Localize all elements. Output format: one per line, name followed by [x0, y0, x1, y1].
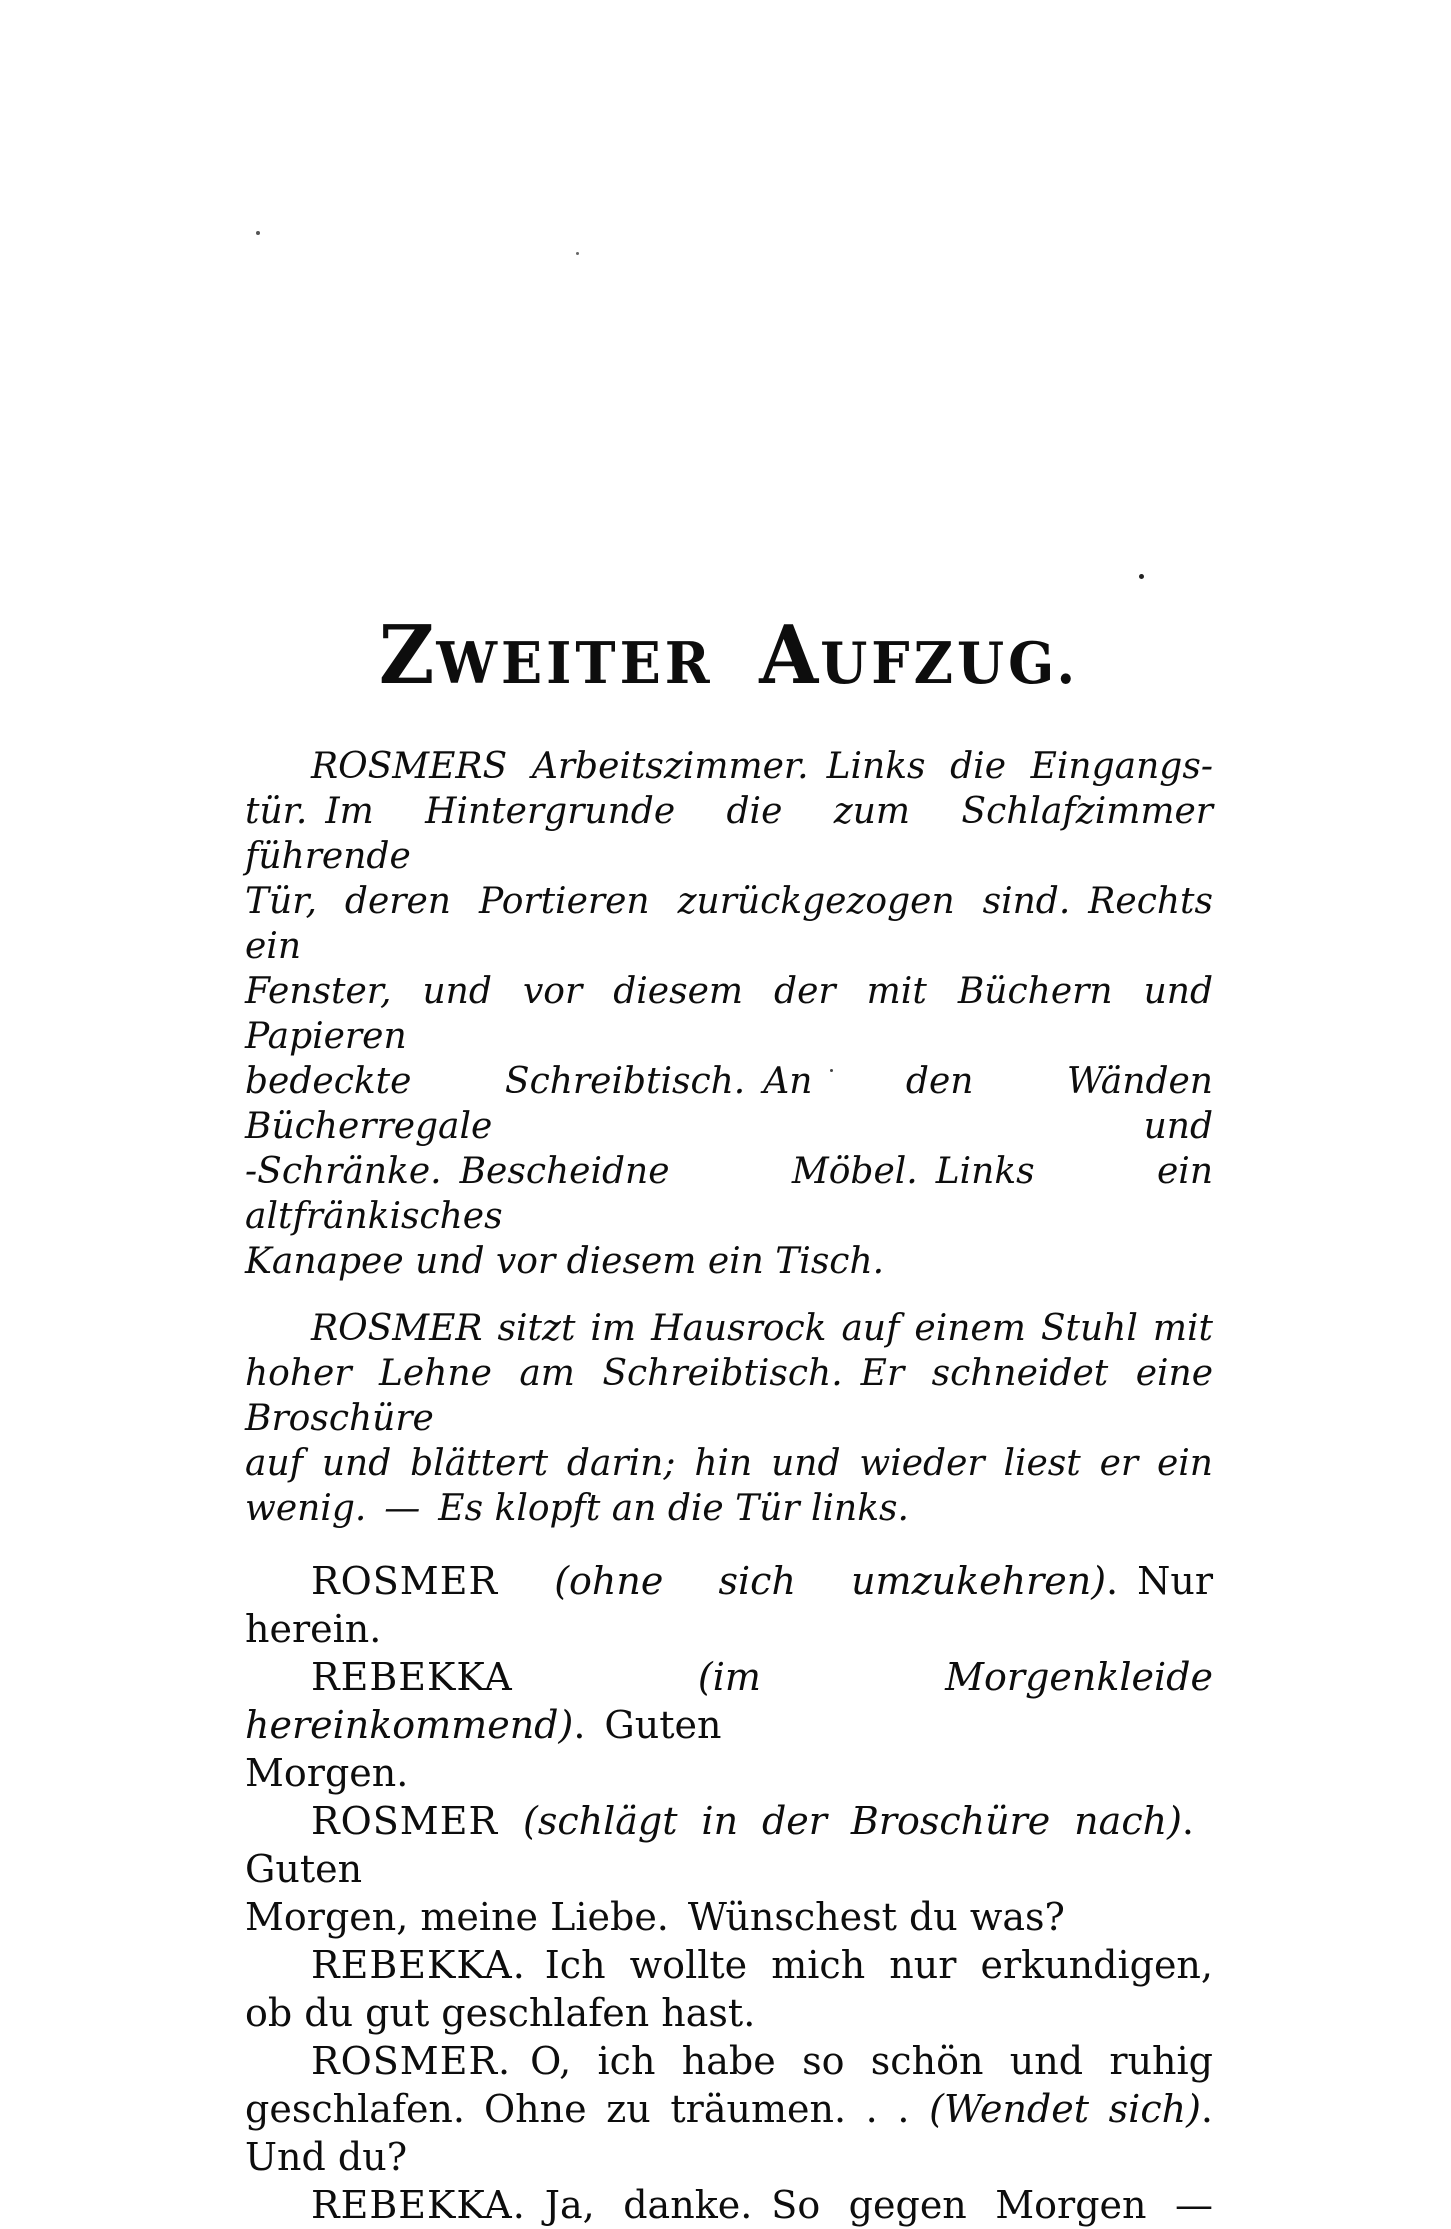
speaker-name: ROSMER — [311, 1799, 523, 1843]
dialogue-text: ob du gut geschlafen hast. — [245, 1991, 756, 2035]
text-line — [245, 2133, 1213, 2181]
text-line — [245, 744, 1213, 789]
stage-direction-setting — [245, 744, 1213, 1284]
dialogue-text: Morgen, meine Liebe. Wünschest du was? — [245, 1895, 1065, 1939]
dialogue-text: . Guten — [573, 1703, 722, 1747]
text-line — [245, 969, 1213, 1059]
dialogue-text: Ich wollte mich nur erkundigen, — [525, 1943, 1213, 1987]
stage-direction-text: bedeckte Schreibtisch. An den Wänden Bücherregale und — [245, 1061, 1213, 1147]
text-line — [245, 1989, 1213, 2037]
text-line — [245, 1893, 1213, 1941]
play-text — [245, 744, 1213, 2229]
stage-direction-text: ROSMER sitzt im Hausrock auf einem Stuhl mit — [311, 1308, 1213, 1349]
text-line — [245, 1306, 1213, 1351]
title-initial: A — [759, 607, 821, 702]
stage-direction-text: Tür, deren Portieren zurückgezogen sind. Rechts ein — [245, 881, 1213, 967]
speech-rosmer-2 — [245, 1797, 1213, 1941]
stage-direction-text: Fenster, und vor diesem der mit Büchern und Papieren — [245, 971, 1213, 1057]
act-title — [245, 606, 1213, 704]
speaker-name: REBEKKA — [311, 1655, 698, 1699]
text-line — [245, 1239, 1213, 1284]
dialogue-text: geschlafen. Ohne zu träumen. . . — [245, 2087, 930, 2131]
text-line — [245, 1149, 1213, 1239]
text-line — [245, 2181, 1213, 2229]
speech-rebekka-1 — [245, 1653, 1213, 1797]
text-block — [245, 607, 1213, 2229]
speech-rebekka-3 — [245, 2181, 1213, 2229]
dialogue-text: Ja, danke. So gegen Morgen — — [525, 2183, 1213, 2227]
stage-direction-text: tür. Im Hintergrunde die zum Schlafzimmer führende — [245, 791, 1213, 877]
text-line — [245, 1441, 1213, 1486]
dialogue-text: Morgen. — [245, 1751, 409, 1795]
scan-speck — [576, 252, 579, 255]
text-line — [245, 879, 1213, 969]
speech-rosmer-1 — [245, 1557, 1213, 1653]
stage-direction-text: (Wendet sich) — [929, 2087, 1201, 2131]
speaker-name: ROSMER — [311, 1559, 555, 1603]
stage-direction-text: wenig. — Es klopft an die Tür links. — [245, 1488, 909, 1529]
text-line — [245, 1486, 1213, 1531]
scan-speck — [1139, 574, 1144, 579]
speaker-name: ROSMER. — [311, 2039, 512, 2083]
dialogue-text: . Nur herein. — [245, 1559, 1213, 1651]
speech-rebekka-2 — [245, 1941, 1213, 2037]
text-line — [245, 1653, 1213, 1749]
stage-direction-text: (im Morgenkleide hereinkommend) — [245, 1655, 1213, 1747]
speech-rosmer-3 — [245, 2037, 1213, 2181]
stage-direction-text: hoher Lehne am Schreibtisch. Er schneidet eine Broschüre — [245, 1353, 1213, 1439]
text-line — [245, 1059, 1213, 1149]
dialogue-text: Und du? — [245, 2135, 408, 2179]
scan-speck — [256, 231, 260, 235]
text-line — [245, 1797, 1213, 1893]
dialogue-text: O, ich habe so schön und ruhig — [511, 2039, 1213, 2083]
text-line — [245, 1351, 1213, 1441]
text-line — [245, 1557, 1213, 1653]
stage-direction-text: auf und blättert darin; hin und wieder liest er ein — [245, 1443, 1213, 1484]
text-line — [245, 1941, 1213, 1989]
dialogue-text: . — [1200, 2087, 1213, 2131]
title-text: WEITER — [436, 628, 714, 697]
dialogue-text: . Guten — [245, 1799, 1213, 1891]
stage-direction-text: (ohne sich umzukehren) — [554, 1559, 1107, 1603]
title-text: UFZUG. — [820, 628, 1080, 697]
stage-direction-text: -Schränke. Bescheidne Möbel. Links ein altfränkisches — [245, 1151, 1213, 1237]
title-initial: Z — [378, 607, 437, 702]
text-line — [245, 2085, 1213, 2133]
speaker-name: REBEKKA. — [311, 1943, 526, 1987]
stage-direction-text: Kanapee und vor diesem ein Tisch. — [245, 1241, 885, 1282]
title-text — [714, 629, 760, 697]
stage-direction-action — [245, 1306, 1213, 1531]
stage-direction-text: ROSMERS Arbeitszimmer. Links die Eingangs- — [311, 746, 1213, 787]
text-line — [245, 1749, 1213, 1797]
text-line — [245, 2037, 1213, 2085]
stage-direction-text: (schlägt in der Broschüre nach) — [523, 1799, 1182, 1843]
text-line — [245, 789, 1213, 879]
speaker-name: REBEKKA. — [311, 2183, 526, 2227]
